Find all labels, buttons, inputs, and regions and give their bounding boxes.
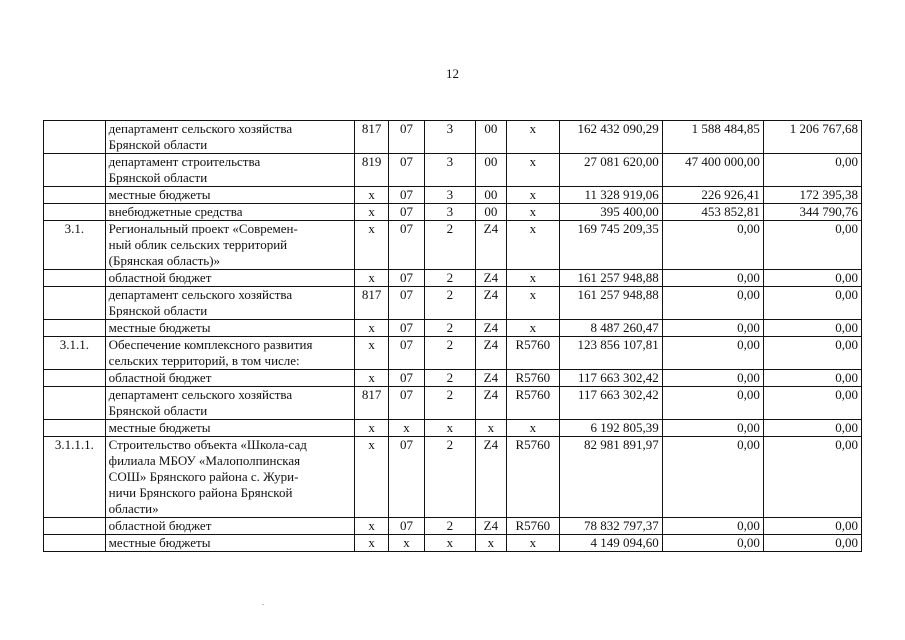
amount-year-2: 0,00: [662, 370, 763, 387]
amount-year-3: 0,00: [763, 420, 861, 437]
code-direction: х: [507, 121, 560, 154]
code-subsection: 3: [425, 187, 476, 204]
code-grbs: х: [355, 437, 388, 518]
code-subsection: х: [425, 535, 476, 552]
row-name-line: сельских территорий, в том числе:: [108, 353, 300, 368]
row-name-line: Брянской области: [108, 403, 208, 418]
row-name-line: Брянской области: [108, 137, 208, 152]
code-section: 07: [388, 287, 424, 320]
code-grbs: х: [355, 320, 388, 337]
row-number: [44, 387, 106, 420]
amount-year-3: 344 790,76: [763, 204, 861, 221]
row-name: [105, 387, 355, 420]
amount-year-3: 0,00: [763, 387, 861, 420]
row-name-line: Обеспечение комплексного развития: [108, 337, 313, 352]
row-name-line: департамент сельского хозяйства: [108, 287, 293, 302]
table-row: [44, 518, 862, 535]
code-subsection: 2: [425, 387, 476, 420]
code-project: 00: [475, 154, 506, 187]
row-number: [44, 287, 106, 320]
amount-year-1: 395 400,00: [559, 204, 662, 221]
row-name-line: ный облик сельских территорий: [108, 237, 288, 252]
amount-year-2: 0,00: [662, 221, 763, 270]
code-project: Z4: [475, 437, 506, 518]
row-number: 3.1.1.: [44, 337, 106, 370]
row-name: [105, 270, 355, 287]
code-direction: х: [507, 221, 560, 270]
code-subsection: 2: [425, 518, 476, 535]
table-row: [44, 204, 862, 221]
table-row: [44, 370, 862, 387]
row-number: [44, 154, 106, 187]
code-subsection: 3: [425, 121, 476, 154]
amount-year-2: 0,00: [662, 535, 763, 552]
code-direction: R5760: [507, 337, 560, 370]
row-name: [105, 287, 355, 320]
row-number: [44, 320, 106, 337]
row-name-line: филиала МБОУ «Малополпинская: [108, 453, 301, 468]
row-name: [105, 320, 355, 337]
row-name-line: Строительство объекта «Школа-сад: [108, 437, 307, 452]
code-subsection: х: [425, 420, 476, 437]
amount-year-1: 161 257 948,88: [559, 287, 662, 320]
row-name: [105, 187, 355, 204]
code-subsection: 2: [425, 221, 476, 270]
table-row: [44, 420, 862, 437]
row-number: [44, 518, 106, 535]
row-name: [105, 121, 355, 154]
row-name-line: области»: [108, 501, 159, 516]
code-direction: х: [507, 320, 560, 337]
amount-year-1: 78 832 797,37: [559, 518, 662, 535]
row-number: [44, 121, 106, 154]
code-section: 07: [388, 221, 424, 270]
row-name-line: (Брянская область)»: [108, 253, 221, 268]
code-section: 07: [388, 121, 424, 154]
row-name-line: внебюджетные средства: [108, 204, 243, 219]
row-name-line: Брянской области: [108, 303, 208, 318]
code-section: 07: [388, 337, 424, 370]
code-project: Z4: [475, 320, 506, 337]
code-direction: х: [507, 204, 560, 221]
row-number: [44, 204, 106, 221]
amount-year-3: 0,00: [763, 518, 861, 535]
code-section: 07: [388, 437, 424, 518]
amount-year-2: 0,00: [662, 437, 763, 518]
row-name: [105, 535, 355, 552]
code-project: Z4: [475, 337, 506, 370]
amount-year-3: 0,00: [763, 154, 861, 187]
row-name-line: департамент сельского хозяйства: [108, 387, 293, 402]
code-section: 07: [388, 187, 424, 204]
row-name-line: СОШ» Брянского района с. Жури-: [108, 469, 299, 484]
code-grbs: х: [355, 518, 388, 535]
code-project: Z4: [475, 287, 506, 320]
table-body: [44, 121, 862, 552]
code-direction: R5760: [507, 387, 560, 420]
amount-year-1: 8 487 260,47: [559, 320, 662, 337]
row-name-line: областной бюджет: [108, 370, 212, 385]
table-row: [44, 270, 862, 287]
amount-year-3: 0,00: [763, 337, 861, 370]
code-subsection: 2: [425, 270, 476, 287]
table-row: [44, 187, 862, 204]
code-section: х: [388, 420, 424, 437]
row-name: [105, 337, 355, 370]
code-project: 00: [475, 121, 506, 154]
code-grbs: х: [355, 337, 388, 370]
code-subsection: 3: [425, 154, 476, 187]
table-row: [44, 437, 862, 518]
amount-year-2: 0,00: [662, 320, 763, 337]
code-direction: х: [507, 270, 560, 287]
code-section: 07: [388, 154, 424, 187]
code-project: Z4: [475, 387, 506, 420]
budget-table: [43, 120, 862, 552]
table-row: [44, 154, 862, 187]
code-project: Z4: [475, 270, 506, 287]
code-direction: R5760: [507, 437, 560, 518]
row-name: [105, 420, 355, 437]
amount-year-1: 4 149 094,60: [559, 535, 662, 552]
page-number: 12: [446, 66, 459, 81]
code-project: 00: [475, 187, 506, 204]
row-name-line: областной бюджет: [108, 270, 212, 285]
row-number: [44, 187, 106, 204]
amount-year-3: 0,00: [763, 437, 861, 518]
amount-year-3: 0,00: [763, 370, 861, 387]
table-row: [44, 387, 862, 420]
code-grbs: х: [355, 221, 388, 270]
amount-year-1: 11 328 919,06: [559, 187, 662, 204]
code-direction: х: [507, 287, 560, 320]
amount-year-3: 0,00: [763, 320, 861, 337]
amount-year-2: 453 852,81: [662, 204, 763, 221]
row-name: [105, 518, 355, 535]
code-section: х: [388, 535, 424, 552]
row-number: [44, 420, 106, 437]
code-direction: х: [507, 187, 560, 204]
row-name-line: департамент строительства: [108, 154, 261, 169]
amount-year-2: 0,00: [662, 270, 763, 287]
code-project: х: [475, 535, 506, 552]
code-direction: х: [507, 535, 560, 552]
amount-year-1: 161 257 948,88: [559, 270, 662, 287]
amount-year-2: 0,00: [662, 387, 763, 420]
code-project: х: [475, 420, 506, 437]
row-number: 3.1.1.1.: [44, 437, 106, 518]
code-subsection: 2: [425, 437, 476, 518]
table-row: [44, 287, 862, 320]
code-section: 07: [388, 204, 424, 221]
row-number: [44, 535, 106, 552]
code-project: Z4: [475, 518, 506, 535]
code-section: 07: [388, 370, 424, 387]
amount-year-1: 123 856 107,81: [559, 337, 662, 370]
code-grbs: х: [355, 370, 388, 387]
amount-year-1: 82 981 891,97: [559, 437, 662, 518]
amount-year-3: 0,00: [763, 287, 861, 320]
amount-year-1: 6 192 805,39: [559, 420, 662, 437]
amount-year-1: 27 081 620,00: [559, 154, 662, 187]
code-subsection: 2: [425, 287, 476, 320]
code-grbs: 817: [355, 387, 388, 420]
row-name: [105, 204, 355, 221]
code-section: 07: [388, 320, 424, 337]
row-name-line: департамент сельского хозяйства: [108, 121, 293, 136]
amount-year-2: 47 400 000,00: [662, 154, 763, 187]
amount-year-3: 0,00: [763, 221, 861, 270]
row-name-line: местные бюджеты: [108, 320, 211, 335]
row-name: [105, 437, 355, 518]
amount-year-3: 1 206 767,68: [763, 121, 861, 154]
row-number: [44, 370, 106, 387]
table-row: [44, 320, 862, 337]
code-grbs: х: [355, 535, 388, 552]
amount-year-1: 117 663 302,42: [559, 387, 662, 420]
row-name: [105, 370, 355, 387]
amount-year-2: 0,00: [662, 337, 763, 370]
code-grbs: х: [355, 204, 388, 221]
code-direction: R5760: [507, 370, 560, 387]
amount-year-3: 0,00: [763, 535, 861, 552]
amount-year-1: 169 745 209,35: [559, 221, 662, 270]
code-subsection: 2: [425, 370, 476, 387]
row-name-line: местные бюджеты: [108, 420, 211, 435]
code-subsection: 3: [425, 204, 476, 221]
amount-year-1: 117 663 302,42: [559, 370, 662, 387]
amount-year-2: 0,00: [662, 518, 763, 535]
row-name-line: областной бюджет: [108, 518, 212, 533]
code-direction: R5760: [507, 518, 560, 535]
table-row: [44, 535, 862, 552]
row-name-line: Региональный проект «Современ-: [108, 221, 298, 236]
amount-year-2: 1 588 484,85: [662, 121, 763, 154]
row-name: [105, 221, 355, 270]
table-row: [44, 337, 862, 370]
amount-year-1: 162 432 090,29: [559, 121, 662, 154]
code-direction: х: [507, 420, 560, 437]
row-number: [44, 270, 106, 287]
code-subsection: 2: [425, 320, 476, 337]
code-project: Z4: [475, 370, 506, 387]
code-project: Z4: [475, 221, 506, 270]
amount-year-3: 172 395,38: [763, 187, 861, 204]
code-grbs: 817: [355, 121, 388, 154]
table-row: [44, 121, 862, 154]
amount-year-2: 0,00: [662, 420, 763, 437]
code-grbs: х: [355, 187, 388, 204]
code-grbs: х: [355, 270, 388, 287]
amount-year-2: 0,00: [662, 287, 763, 320]
row-name-line: ничи Брянского района Брянской: [108, 485, 293, 500]
code-section: 07: [388, 387, 424, 420]
row-name-line: местные бюджеты: [108, 535, 211, 550]
code-grbs: 817: [355, 287, 388, 320]
code-project: 00: [475, 204, 506, 221]
scan-speck: [262, 604, 264, 605]
code-section: 07: [388, 270, 424, 287]
code-subsection: 2: [425, 337, 476, 370]
table-row: [44, 221, 862, 270]
code-section: 07: [388, 518, 424, 535]
code-direction: х: [507, 154, 560, 187]
row-number: 3.1.: [44, 221, 106, 270]
row-name: [105, 154, 355, 187]
amount-year-2: 226 926,41: [662, 187, 763, 204]
code-grbs: х: [355, 420, 388, 437]
row-name-line: Брянской области: [108, 170, 208, 185]
row-name-line: местные бюджеты: [108, 187, 211, 202]
amount-year-3: 0,00: [763, 270, 861, 287]
code-grbs: 819: [355, 154, 388, 187]
